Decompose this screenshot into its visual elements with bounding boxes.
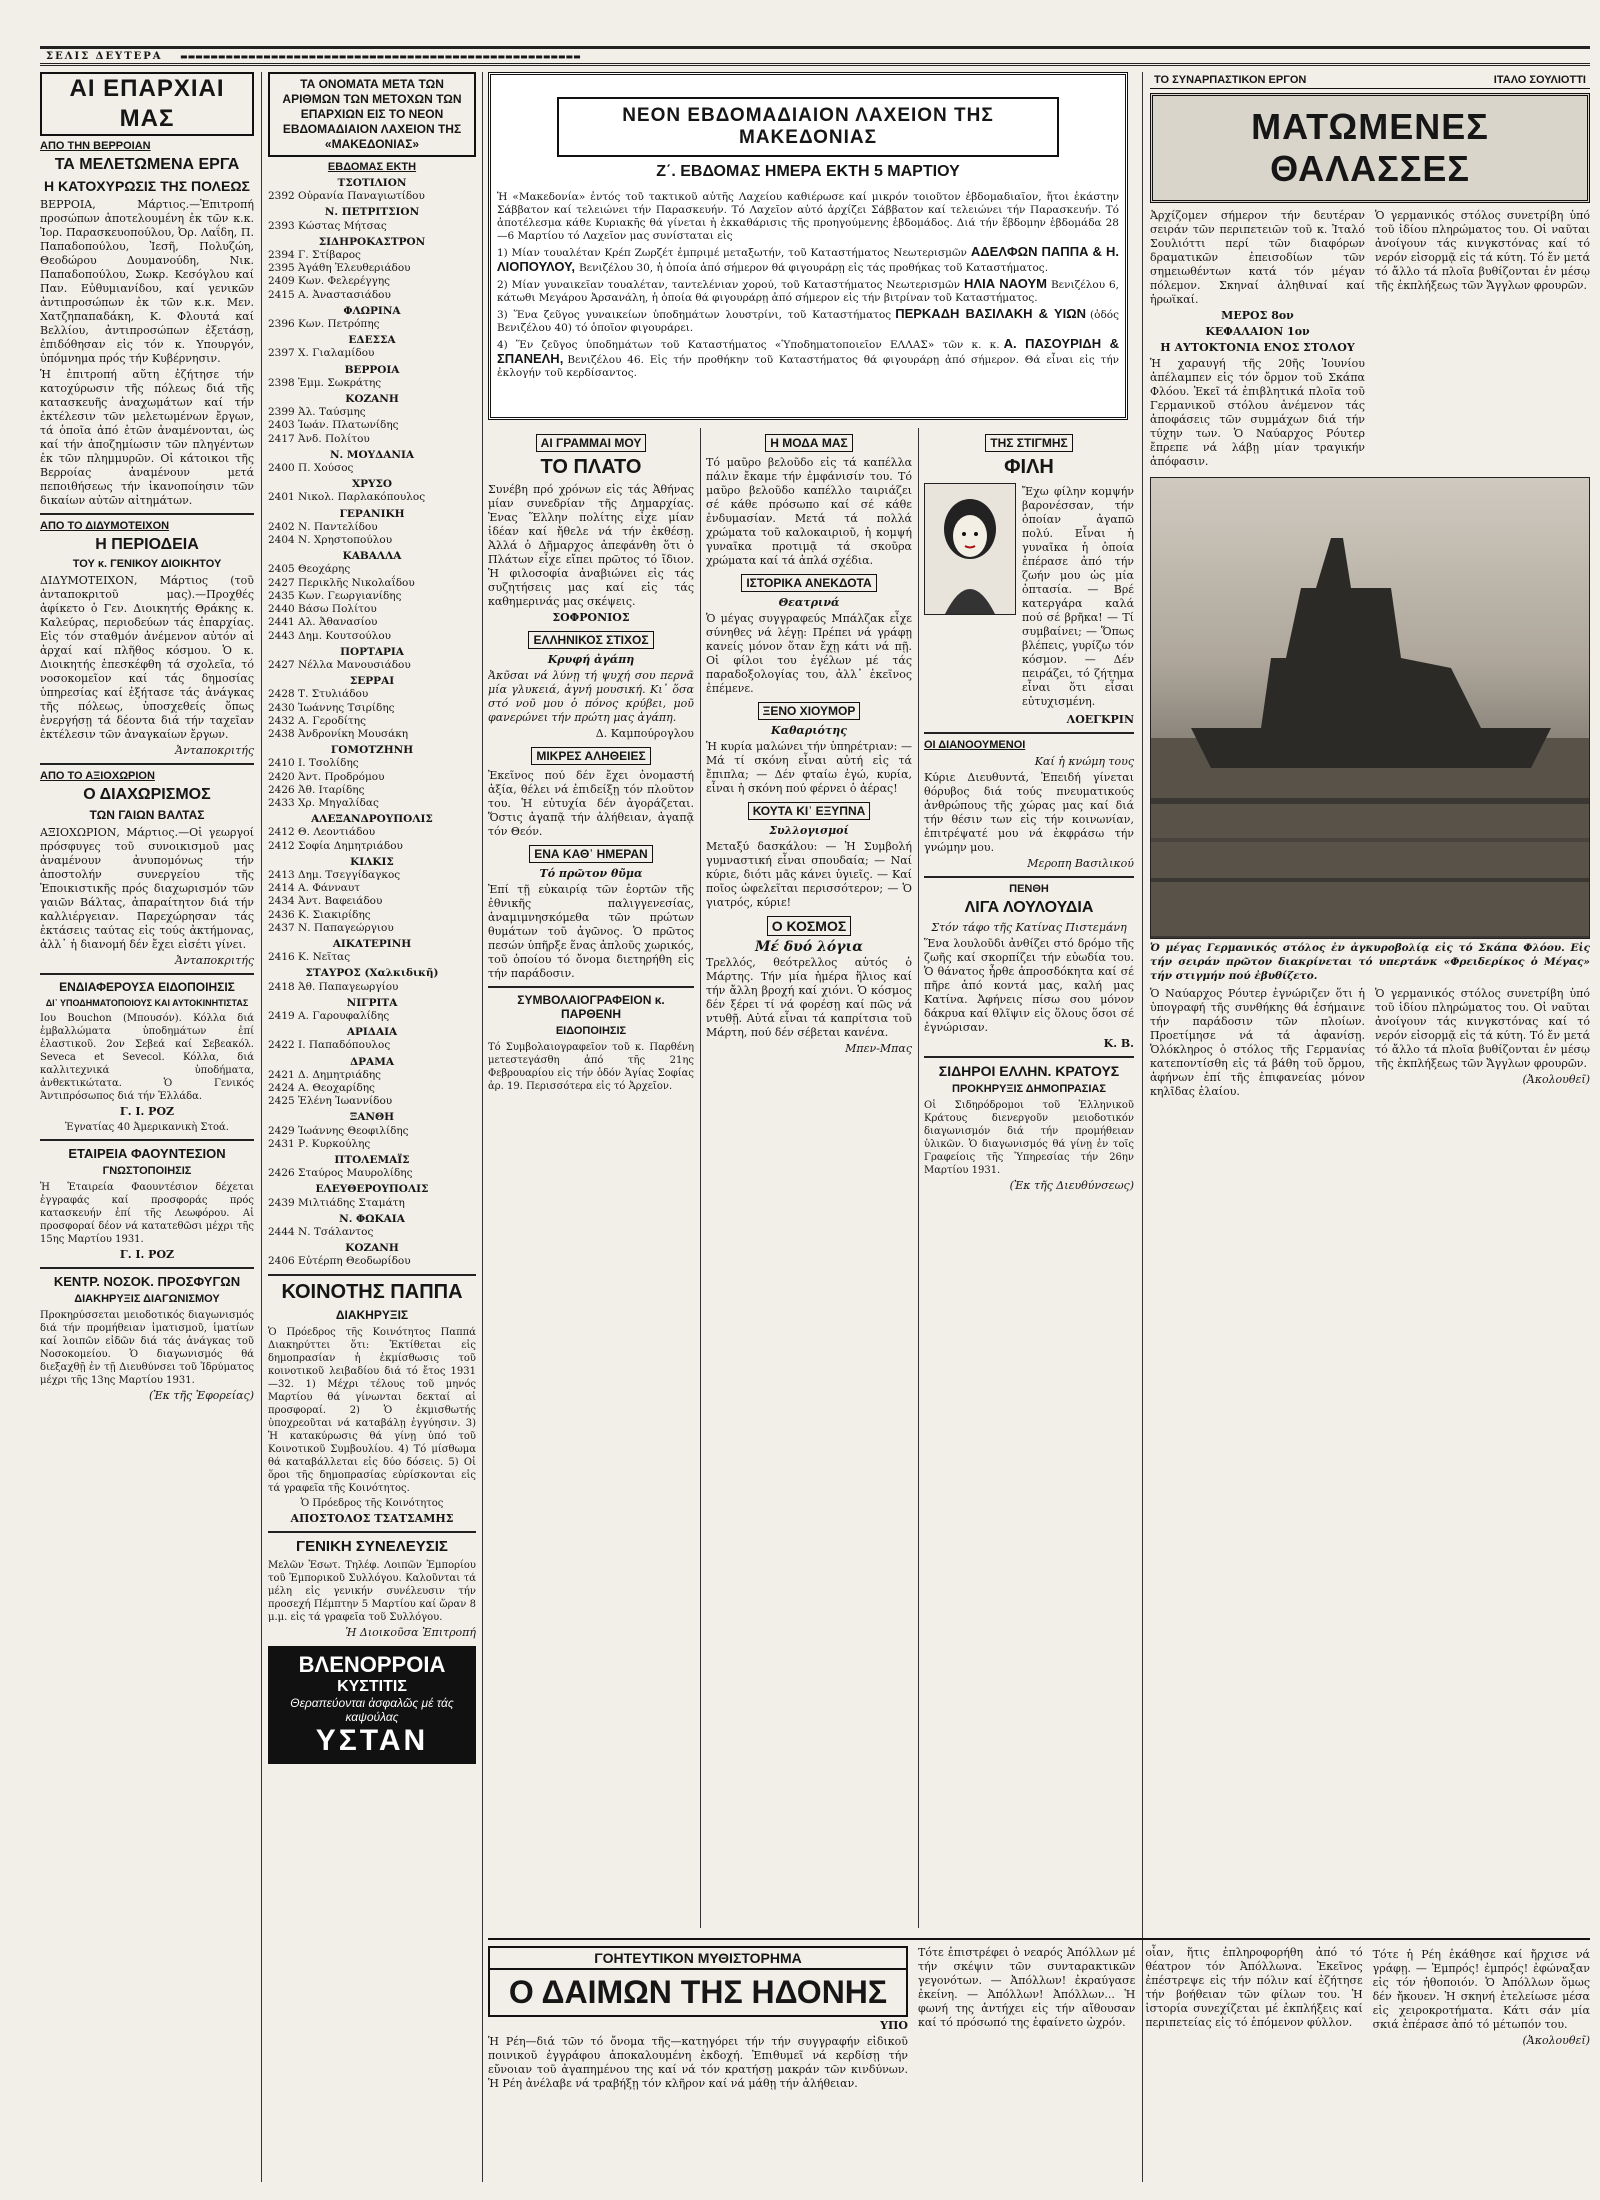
lottery-town-heading: Ν. ΠΕΤΡΙΤΣΙΟΝ <box>324 206 420 219</box>
lottery-ticket-entry: 2438 Ἀνδρονίκη Μουσάκη <box>268 727 409 740</box>
lottery-prize-details: Βενιζέλου 6, κάτωθι Μεγάρου Ἀρσανάλη, ἡ ὁποία θά φιγουράρῃ ἀπό σήμερον εἰς τήν βιτρίναν τοῦ Καταστήματος. <box>497 279 1119 304</box>
serial-chapter: ΚΕΦΑΛΑΙΟΝ 1ον <box>1205 325 1310 338</box>
lottery-subtitle: Ζ΄. ΕΒΔΟΜΑΣ ΗΜΕΡΑ ΕΚΤΗ 5 ΜΑΡΤΙΟΥ <box>656 163 960 180</box>
lottery-ticket-entry: 2440 Βάσω Πολίτου <box>268 603 377 616</box>
lottery-ticket-entry: 2435 Κων. Γεωργιανίδης <box>268 589 402 602</box>
lottery-ticket-entry: 2412 Σοφία Δημητριάδου <box>268 839 403 852</box>
lottery-town-heading: ΔΡΑΜΑ <box>350 1055 394 1068</box>
humour-label: ΞΕΝΟ ΧΙΟΥΜΟΡ <box>758 702 861 720</box>
my-lines-label: ΑΙ ΓΡΑΜΜΑΙ ΜΟΥ <box>536 434 647 452</box>
witty-label: ΚΟΥΤΑ ΚΙ᾽ ΕΞΥΠΝΑ <box>748 802 871 820</box>
lottery-prize <box>497 277 1119 305</box>
lottery-ticket-entry: 2428 Τ. Στυλιάδου <box>268 688 369 701</box>
lottery-town-heading: ΑΛΕΞΑΝΔΡΟΥΠΟΛΙΣ <box>311 813 433 826</box>
lottery-ticket-entry: 2441 Αλ. Ἀθανασίου <box>268 616 378 629</box>
lottery-ticket-entry: 2427 Νέλλα Μανουσιάδου <box>268 658 411 671</box>
lottery-prize-text: 2) Μίαν γυναικεῖαν τουαλέταν, ταντελένιαν χορού, τοῦ Καταστήματος Νεωτερισμῶν <box>497 279 961 291</box>
lottery-ticket-entry: 2395 Ἀγάθη Ἐλευθεριάδου <box>268 262 411 275</box>
notary-sub: ΕΙΔΟΠΟΙΗΣΙΣ <box>555 1025 627 1037</box>
ad-ystan-l3: Θεραπεύονται ἀσφαλῶς μέ τάς καψούλας <box>290 1695 454 1724</box>
my-lines-title: ΤΟ ΠΛΑΤΟ <box>540 456 642 478</box>
lottery-ticket-entry: 2400 Π. Χούσος <box>268 462 354 475</box>
community-sub: ΔΙΑΚΗΡΥΞΙΣ <box>335 1307 409 1322</box>
ad-ystan-l1: ΒΛΕΝΟΡΡΟΙΑ <box>298 1651 446 1677</box>
novel-text-3: οἷαν, ἥτις ἐπληροφορήθη ἀπό τό θέατρον τόν Ἀπόλλωνα. Ἐκεῖνος ἐπέστρεψε εἰς τήν πόλιν καί ἐζήτησε τήν βοήθειαν τῶν φίλων του. Ἡ ἱστορία συνεχίζεται μέ ἐκπλήξεις καί περιπετείας εἰς τό ἑπόμενον φύλλον. <box>1145 1946 1363 2029</box>
lottery-ticket-entry: 2420 Ἀντ. Προδρόμου <box>268 770 385 783</box>
headline-division-sub: ΤΩΝ ΓΑΙΩΝ ΒΑΛΤΑΣ <box>89 808 205 822</box>
humour-title: Καθαριότης <box>771 724 847 737</box>
greek-verse-title: Κρυφή ἀγάπη <box>547 653 635 666</box>
railways-signature: (Ἐκ τῆς Διευθύνσεως) <box>1009 1179 1134 1192</box>
world-signature: Μπεν-Μπας <box>845 1042 912 1055</box>
headline-fortification: Η ΚΑΤΟΧΥΡΩΣΙΣ ΤΗΣ ΠΟΛΕΩΣ <box>44 178 250 194</box>
lottery-prize-shop: Α. ΠΑΣΟΥΡΙΔΗ & ΣΠΑΝΕΛΗ, <box>497 336 1120 366</box>
lottery-title: ΝΕΟΝ ΕΒΔΟΜΑΔΙΑΙΟΝ ΛΑΧΕΙΟΝ ΤΗΣ ΜΑΚΕΔΟΝΙΑΣ <box>557 97 1059 157</box>
anecdotes-label: ΙΣΤΟΡΙΚΑ ΑΝΕΚΔΟΤΑ <box>741 574 876 592</box>
ad-hospital-sub: ΔΙΑΚΗΡΥΞΙΣ ΔΙΑΓΩΝΙΣΜΟΥ <box>74 1293 220 1305</box>
divider <box>268 1531 476 1533</box>
column-rule <box>918 428 919 1928</box>
lottery-prize-list <box>497 245 1119 380</box>
ad-notice-address: Ἐγνατίας 40 Ἀμερικανικὴ Στοά. <box>65 1122 229 1133</box>
lottery-prize-shop: ΑΔΕΛΦΩΝ ΠΑΠΠΑ & Η. ΛΙΟΠΟΥΛΟΥ, <box>497 244 1119 274</box>
ad-company-text: Ἡ Ἑταιρεία Φαουντέσιον δέχεται ἐγγραφάς καί προσφοράς πρός κατασκευήν ἐπί τῆς Λεωφόρου. Αἱ προσφοραί δέον νά κατατεθῶσι μέχρι τῆς 15ης Μαρτίου 1931. <box>40 1182 254 1245</box>
intellectuals-text: Κύριε Διευθυντά, Ἐπειδή γίνεται θόρυβος διά τούς πνευματικούς ἀνθρώπους τῆς χώρας μας καί διά τήν θέσιν των εἰς τήν κοινωνίαν, ἐπιτρέψατέ μου νά ἐκφράσω τήν γνώμην μου. <box>924 771 1134 854</box>
fleet-photo <box>1150 477 1590 939</box>
lottery-ticket-entry: 2427 Περικλῆς Νικολαΐδου <box>268 576 415 589</box>
ad-notice-signature: Γ. Ι. ΡΟΖ <box>119 1105 175 1118</box>
serial-signature: (Ἀκολουθεῖ) <box>1522 1073 1590 1086</box>
lottery-town-heading: ΚΙΛΚΙΣ <box>350 855 394 868</box>
intellectuals-signature: Μεροπη Βασιλικού <box>1027 857 1134 870</box>
fashion-label: Η ΜΟΔΑ ΜΑΣ <box>765 434 853 452</box>
lottery-ticket-entry: 2422 Ι. Παπαδόπουλος <box>268 1039 391 1052</box>
headline-tour: Η ΠΕΡΙΟΔΕΙΑ <box>95 536 199 553</box>
lottery-prize-shop: ΗΛΙΑ ΝΑΟΥΜ <box>964 276 1047 291</box>
newspaper-page <box>40 40 1600 2190</box>
lottery-prize <box>497 245 1119 275</box>
lottery-town-heading: ΓΕΡΑΝΙΚΗ <box>339 507 405 520</box>
railways-title: ΣΙΔΗΡΟΙ ΕΛΛΗΝ. ΚΡΑΤΟΥΣ <box>938 1063 1120 1079</box>
lottery-ticket-entry: 2398 Ἐμμ. Σωκράτης <box>268 376 382 389</box>
lottery-prize-details: Βενιζέλου 46. Εἰς τήν προθήκην τοῦ Καταστήματος θά φιγουράρῃ ἀπό σήμερον. Θά εἶναι εἰς τήν ἐκλογήν τοῦ κερδίσαντος. <box>497 354 1119 379</box>
divider <box>488 986 694 988</box>
daily-label: ΕΝΑ ΚΑΘ᾽ ΗΜΕΡΑΝ <box>529 845 652 863</box>
lottery-ticket-entry: 2397 Χ. Γιαλαμίδου <box>268 347 375 360</box>
ad-notice-title: ΕΝΔΙΑΦΕΡΟΥΣΑ ΕΙΔΟΠΟΙΗΣΙΣ <box>59 980 235 994</box>
lottery-town-heading: ΕΔΕΣΣΑ <box>348 334 396 347</box>
serial-title: ΜΑΤΩΜΕΝΕΣ ΘΑΛΑΣΣΕΣ <box>1150 93 1590 203</box>
novel-signature: (Ἀκολουθεῖ) <box>1522 2034 1590 2047</box>
lottery-prize-text: 1) Μίαν τουαλέταν Κρέπ Ζωρζέτ ἐμπριμέ μεταξωτήν, τοῦ Καταστήματος Νεωτερισμῶν <box>497 247 967 259</box>
moment-text: Ἔχω φίλην κομψήν βαρονέσσαν, τήν ὁποίαν ἀγαπῶ πολύ. Εἶναι ἡ γυναῖκα ἡ ὁποία ἐπέρασε ἀπό τήν ζωήν μου ὡς μία ὀπτασία. — Βρέ κατεργάρα καλά πού σέ βρῆκα! — Τί συμβαίνει; — Ὅπως βλέπεις, γυρίζω τόν κόσμον. — Δέν πειράζει, τό ζήτημα εἶναι ὅτι εἶσαι εὐτυχισμένη. <box>1022 485 1134 708</box>
divider <box>40 513 254 515</box>
anecdotes-text: Ὁ μέγας συγγραφεύς Μπάλζακ εἶχε σύνηθες νά λέγῃ: Πρέπει νά γράφῃ κανείς μόνον ὅταν ἔχῃ κάτι νά πῇ. Οἱ φίλοι του ἐγέλων μέ τάς παραδοξολογίας του, ἀλλ᾽ ἐκεῖνος ἐπέμενε. <box>706 612 912 695</box>
signature: Ἀνταποκριτής <box>175 744 254 757</box>
lottery-ticket-entry: 2410 Ι. Τσολίδης <box>268 757 359 770</box>
lottery-town-heading: ΠΤΟΛΕΜΑΪΣ <box>334 1154 410 1167</box>
greek-verse-label: ΕΛΛΗΝΙΚΟΣ ΣΤΙΧΟΣ <box>528 631 653 649</box>
mourning-label: ΠΕΝΘΗ <box>1009 883 1049 895</box>
ad-company-title: ΕΤΑΙΡΕΙΑ ΦΑΟΥΝΤΕΣΙΟΝ <box>68 1146 226 1161</box>
serial-text-1: Ἡ χαραυγή τῆς 20ῆς Ἰουνίου ἀπέλαμπεν εἰς τόν ὄρμον τοῦ Σκάπα Φλόου. Ἐκεῖ τά ἐπιβλητικά πλοῖα τοῦ Γερμανικοῦ στόλου ἀνέμενον τάς ἀποφάσεις τῶν συμμάχων διά τήν τύχην των. Ὁ Ναύαρχος Ρόυτερ ἔπρεπε νά λάβῃ μίαν τραγικήν ἀπόφασιν. <box>1150 357 1365 468</box>
lottery-week: ΕΒΔΟΜΑΣ ΕΚΤΗ <box>327 161 417 173</box>
greek-verse-text: Ἀκῦσαι νά λύνῃ τή ψυχή σου περνᾶ μία γλυκειά, ἁγνή μουσική. Κι᾽ ὅσα στό νοῦ μου ὁ πόνος κρύβει, μοῦ φανερώνει τήν πρώτη μας ἀγάπη. <box>488 669 694 724</box>
masthead-bar <box>40 46 1590 66</box>
lottery-prize-text: 3) Ἕνα ζεῦγος γυναικείων ὑποδημάτων λουστρίνι, τοῦ Καταστήματος <box>497 309 892 321</box>
mourning-signature: Κ. Β. <box>1103 1037 1134 1050</box>
dateline-axiochori: ΑΠΟ ΤΟ ΑΞΙΟΧΩΡΙΟΝ <box>40 770 155 782</box>
article-verroia-p2: Ἡ ἐπιτροπή αὕτη ἐζήτησε τήν κατοχύρωσιν τῆς πόλεως διά τῆς κατασκευῆς ἀναχωμάτων καί τήν ἐκτέλεσιν τῶν μελετωμένων ἔργων, τά ὁποῖα ἀπό ἐτῶν ἀναμένονται, ὡς καί τήν ἀποζημίωσιν τῶν πληγέντων ἐκ τῶν πλημμυρῶν. Οἱ κάτοικοι τῆς Βερροίας ἀναμένουν μετά πεποιθήσεως τήν ἱκανοποίησιν τῶν δικαίων αὐτῶν αἰτημάτων. <box>40 368 254 507</box>
novel-text-1: Ἡ Ρέη—διά τῶν τό ὄνομα τῆς—κατηγόρει τήν τήν συγγραφήν εἰδικοῦ ποινικοῦ ἐγγράφου ἀποκαλουμένη ἐκδοχή. Ἐπιθυμεῖ νά κερδίσῃ τήν εὔνοιαν τοῦ ἀγαπημένου της καί νά τόν κρατήσῃ μακράν τῶν κινδύνων. Ἡ Ρέη ἀνέλαβε νά τραβήξῃ τόν κλῆρον καί νά μάθῃ τήν ἀλήθειαν. <box>488 2035 908 2090</box>
lottery-prize <box>497 337 1119 380</box>
lottery-ticket-entry: 2433 Χρ. Μηγαλίδας <box>268 796 379 809</box>
lottery-ticket-entry: 2421 Δ. Δημητριάδης <box>268 1068 381 1081</box>
woman-portrait-icon <box>925 484 1015 614</box>
lottery-ticket-entry: 2394 Γ. Στίβαρος <box>268 249 361 262</box>
lottery-names-title: ΤΑ ΟΝΟΜΑΤΑ ΜΕΤΑ ΤΩΝ ΑΡΙΘΜΩΝ ΤΩΝ ΜΕΤΟΧΩΝ ΤΩΝ ΕΠΑΡΧΙΩΝ ΕΙΣ ΤΟ ΝΕΟΝ ΕΒΔΟΜΑΔΙΑΙΟΝ ΛΑΧΕΙΟΝ ΤΗΣ «ΜΑΚΕΔΟΝΙΑΣ» <box>268 72 476 157</box>
moment-title: ΦΙΛΗ <box>1004 456 1054 478</box>
warship-photo-icon <box>1151 478 1589 936</box>
lottery-town-heading: ΦΛΩΡΙΝΑ <box>343 304 401 317</box>
headline-division: Ο ΔΙΑΧΩΡΙΣΜΟΣ <box>83 786 211 803</box>
novel-by: ΥΠΟ <box>880 2019 908 2032</box>
serial-chapter-title: Η ΑΥΤΟΚΤΟΝΙΑ ΕΝΟΣ ΣΤΟΛΟΥ <box>1160 341 1355 354</box>
page-label: ΣΕΛΙΣ ΔΕΥΤΕΡΑ <box>40 51 169 62</box>
witty-text: Μεταξύ δασκάλου: — Ἡ Συμβολή γυμναστική εἶναι σπουδαία; — Ναί κύριε, διότι μᾶς κάνει ὑγιεῖς. — Καί ποῖος ὠφελεῖται περισσότερον; — Ὁ γιατρός, κύριε! <box>706 840 912 909</box>
daily-text: Ἐπί τῇ εὐκαιρίᾳ τῶν ἑορτῶν τῆς ἐθνικῆς παλιγγενεσίας, ἀναμιμνησκόμεθα τῶν πρώτων θυμάτων τοῦ ἀγῶνος. Ὁ πρῶτος πεσών ὑπῆρξε ἕνας ἀπλοῦς χωρικός, τοῦ ὁποίου τό ὄνομα διετηρήθη εἰς τήν παράδοσιν. <box>488 883 694 980</box>
lottery-ticket-entry: 2419 Α. Γαρουφαλίδης <box>268 1009 390 1022</box>
humour-text: Ἡ κυρία μαλώνει τήν ὑπηρέτριαν: — Μά τί σκόνη εἶναι αὐτή εἰς τά ἔπιπλα; — Δέν φταίω ἐγώ, κυρία, εἶναι ἡ σκόνη πού φέρνει ὁ ἀέρας! <box>706 740 912 795</box>
community-signature-b: ΑΠΟΣΤΟΛΟΣ ΤΣΑΤΣΑΜΗΣ <box>290 1511 454 1525</box>
lottery-prize-text: 4) Ἕν ζεῦγος ὑποδημάτων τοῦ Καταστήματος «Ὑποδηματοποιεῖον ΕΛΛΑΣ» τῶν κ. κ. <box>497 339 1000 351</box>
lottery-town-heading: ΠΟΡΤΑΡΙΑ <box>340 645 404 658</box>
lottery-town-heading: ΕΛΕΥΘΕΡΟΥΠΟΛΙΣ <box>315 1183 429 1196</box>
mourning-text: Ἕνα λουλοῦδι ἀνθίζει στό δρόμο τῆς ζωῆς καί σκορπίζει τήν εὐωδία του. Ὁ θάνατος ἦρθε ἀπροσδόκητα καί σέ πῆρε ἀπό κοντά μας, καλή μας Κατίνα. Ἀφήνεις πίσω σου μόνον δάκρυα καί θλῖψιν εἰς ὅλους ὅσοι σέ ἐγνώρισαν. <box>924 937 1134 1034</box>
lottery-ticket-entry: 2403 Ἰωάν. Πλατωνίδης <box>268 419 399 432</box>
lottery-banner <box>488 72 1128 420</box>
greek-verse-signature: Δ. Καμπούρογλου <box>595 727 694 740</box>
ad-ystan <box>268 1646 476 1764</box>
ad-company-sub: ΓΝΩΣΤΟΠΟΙΗΣΙΣ <box>102 1165 192 1177</box>
serial-text-3: Ὁ Ναύαρχος Ρόυτερ ἐγνώριζεν ὅτι ἡ ὑπογραφή τῆς συνθήκης θά ἐσήμαινε τήν παράδοσιν τῶν πλοίων. Προετίμησε νά τά ἀφανίσῃ. Ὁλόκληρος ὁ στόλος τῆς Γερμανίας κατεποντίσθη εἰς τά βάθη τοῦ ὄρμου, ἀφήνων ἐπί τῆς ἐπιφανείας μόνον κηλῖδας ἐλαίου. <box>1150 987 1365 1098</box>
railways-text: Οἱ Σιδηρόδρομοι τοῦ Ἑλληνικοῦ Κράτους διενεργοῦν μειοδοτικόν διαγωνισμόν διά τήν προμήθειαν ὑλικῶν. Ὁ διαγωνισμός θά γίνῃ ἐν τοῖς Γραφείοις τῆς Ὑπηρεσίας τήν 26ην Μαρτίου 1931. <box>924 1100 1134 1176</box>
novel-title: Ο ΔΑΙΜΩΝ ΤΗΣ ΗΔΟΝΗΣ <box>488 1970 908 2017</box>
mourning-sub: Στόν τάφο τῆς Κατίνας Πιστεμάνη <box>931 921 1127 934</box>
lottery-ticket-entry: 2412 Θ. Λεοντιάδου <box>268 826 376 839</box>
lottery-town-heading: Ν. ΦΩΚΑΙΑ <box>339 1212 405 1225</box>
lottery-ticket-entry: 2416 Κ. Νεῖτας <box>268 951 351 964</box>
lottery-ticket-entry: 2415 Α. Ἀναστασιάδου <box>268 288 391 301</box>
lottery-intro: Ἡ «Μακεδονία» ἐντός τοῦ τακτικοῦ αὐτῆς Λαχείου καθιέρωσε καί μικρόν τοιοῦτον ἑβδομαδιαῖον, ἤτοι ἑκάστην Σάββατον καί τελειώνει τήν Παρασκευήν. Τό Λαχεῖον αὐτό ἀρχίζει Σάββατον καί τελειώνει τήν Παρασκευήν. Τό ἀποτέλεσμα κάθε Κυριακῆς θά γίνεται ἡ ἐκκαθάρισις τῆς προηγούμενης ἑβδομάδος. Διά τήν ἕβδομην ἑβδομάδα 28—6 Μαρτίου τό Λαχεῖον μας συνίσταται εἰς <box>497 191 1119 242</box>
ad-ystan-l4: ΥΣΤΑΝ <box>315 1723 429 1757</box>
lottery-ticket-entry: 2392 Οὐρανία Παναγιωτίδου <box>268 190 425 203</box>
divider <box>40 1139 254 1141</box>
dateline-verroia: ΑΠΟ ΤΗΝ ΒΕΡΡΟΙΑΝ <box>40 140 151 152</box>
assembly-text: Μελῶν Ἐσωτ. Τηλέφ. Λοιπῶν Ἐμπορίου τοῦ Ἐμπορικοῦ Συλλόγου. Καλοῦνται τά μέλη εἰς γενικήν συνέλευσιν τήν προσεχή Πέμπτην 5 Μαρτίου καί ὥραν 8 μ.μ. εἰς τά γραφεῖα τοῦ Συλλόγου. <box>268 1559 476 1623</box>
lottery-town-heading: ΞΑΝΘΗ <box>349 1111 395 1124</box>
lottery-ticket-entry: 2393 Κώστας Μήτσας <box>268 219 387 232</box>
lottery-ticket-entry: 2401 Νικολ. Παρλακόπουλος <box>268 491 426 504</box>
divider <box>40 763 254 765</box>
lottery-town-heading: ΣΙΔΗΡΟΚΑΣΤΡΟΝ <box>318 235 426 248</box>
fashion-text: Τό μαῦρο βελοῦδο εἰς τά καπέλλα πάλιν ἔκαμε τήν ἐμφάνισίν του. Τό μαῦρο βελοῦδο καπέλλο ταιριάζει σέ κάθε πρόσωπο καί σέ κάθε ἐνδυμασίαν. Μετά τά πολλά χρώματα τοῦ καλοκαιριοῦ, ἡ κομψή γυναῖκα προτιμᾷ τά σκοῦρα χρώματα καί τά ἁπλά σχέδια. <box>706 456 912 567</box>
my-lines-signature: ΣΟΦΡΟΝΙΟΣ <box>552 611 630 624</box>
notary-text: Τό Συμβολαιογραφεῖον τοῦ κ. Παρθένη μετεστεγάσθη ἀπό τῆς 21ης Φεβρουαρίου εἰς τήν ὁδόν Ἁγίας Σοφίας ἀρ. 19. Περισσότερα εἰς τό Ἀρχεῖον. <box>488 1042 694 1092</box>
moment-signature: ΛΟΕΓΚΡΙΝ <box>1066 713 1134 726</box>
serial-part: ΜΕΡΟΣ 8ον <box>1221 309 1294 322</box>
lottery-ticket-entry: 2413 Δημ. Τσεγγίδαγκος <box>268 868 401 881</box>
lottery-town-heading: ΧΡΥΣΟ <box>351 478 393 491</box>
serial-text-2b: Ὁ γερμανικός στόλος συνετρίβη ὑπό τοῦ ἰδίου πληρώματος του. Οἱ ναῦται ἀνοίγουν τάς κινγκστόνας καί τό νερόν εἰσορμᾷ εἰς τά κύτη. Τό ἔν μετά τό ἄλλο τά πλοῖα βυθίζονται ἐν μέσῳ τῆς ἐκπλήξεως τῶν Ἄγγλων φρουρῶν. <box>1375 987 1590 1070</box>
lottery-town-heading: ΒΕΡΡΟΙΑ <box>344 363 400 376</box>
ad-hospital-title: ΚΕΝΤΡ. ΝΟΣΟΚ. ΠΡΟΣΦΥΓΩΝ <box>53 1274 241 1289</box>
ad-hospital-text: Προκηρύσσεται μειοδοτικός διαγωνισμός διά τήν προμήθειαν ἰματισμοῦ, ἱματίων καί λοιπῶν εἰδῶν διά τάς ἀνάγκας τοῦ Νοσοκομείου. Ὁ διαγωνισμός θά διεξαχθῇ ἐν τῇ Διευθύνσει τοῦ Ἱδρύματος μέχρι τῆς 13ης Μαρτίου 1931. <box>40 1310 254 1386</box>
lottery-town-heading: ΚΟΖΑΝΗ <box>345 393 399 406</box>
anecdotes-title: Θεατρινά <box>778 596 840 609</box>
lottery-ticket-entry: 2417 Ἀνδ. Πολίτου <box>268 432 370 445</box>
intellectuals-sub: Καί ἡ κνώμη τους <box>1034 755 1134 768</box>
notary-title: ΣΥΜΒΟΛΑΙΟΓΡΑΦΕΙΟΝ κ. ΠΑΡΘΕΝΗ <box>517 993 665 1021</box>
serial-intro: Ἀρχίζομεν σήμερον τήν δευτέραν σειράν τῶν περιπετειῶν τοῦ κ. Ἰταλό Σουλιόττι περί τῶν διαφόρων δραματικῶν ἐπεισοδίων τῶν σημειωθέντων κατά τόν μέγαν πόλεμον. Σκηναί ἀληθιναί καί ἡρωϊκαί. <box>1150 209 1365 306</box>
mourning-title: ΛΙΓΑ ΛΟΥΛΟΥΔΙΑ <box>964 899 1094 916</box>
divider <box>924 732 1134 734</box>
lottery-ticket-entry: 2399 Ἀλ. Ταύσμης <box>268 406 366 419</box>
lottery-ticket-entry: 2434 Ἀντ. Βαφειάδου <box>268 895 383 908</box>
lottery-ticket-entry: 2424 Α. Θεοχαρίδης <box>268 1082 375 1094</box>
lottery-prize <box>497 307 1119 335</box>
divider <box>924 876 1134 878</box>
article-verroia-p1: ΒΕΡΡΟΙΑ, Μάρτιος.—Ἐπιτροπή προσώπων ἀποτελουμένη ἐκ τῶν κ.κ. Ἰορ. Παρασκευοπούλου, Ὀρ. Λαΐδη, Π. Παπαδοπούλου, Ἰεσῆ, Πολυζώη, Θεοδώρου Δουμανούδη, Νικ. Παπαδοπούλου, Σωκρ. Κεσόγλου καί Παν. Εὐθυμιανίδου, καί γενικῶν ἀντιπροσώπων ἐκ τῶν κ.κ. Μεν. Χατζηπαπαδάκη, Κ. Φλουτά καί Βελλίου, ἀντιπροσώπων ἐξετάσῃ, ἐπιδόθησαν εἰς τόν κ. Υπουργόν, ὑπόμνημα πρός τήν Κυβέρνησιν. <box>40 198 254 365</box>
headline-tour-sub: ΤΟΥ κ. ΓΕΝΙΚΟΥ ΔΙΟΙΚΗΤΟΥ <box>72 558 222 570</box>
dateline-didymoteicho: ΑΠΟ ΤΟ ΔΙΔΥΜΟΤΕΙΧΟΝ <box>40 520 170 532</box>
serial-series-label: ΤΟ ΣΥΝΑΡΠΑΣΤΙΚΟΝ ΕΡΓΟΝ <box>1154 74 1307 86</box>
ad-hospital-signature: (Ἐκ τῆς Ἐφορείας) <box>149 1389 254 1402</box>
article-axiochori: ΑΞΙΟΧΩΡΙΟΝ, Μάρτιος.—Οἱ γεωργοί πρόσφυγες τοῦ συνοικισμοῦ μας ἀναμένουν ἀνυπομόνως τήν ἀποστολήν συνεργείου τῆς Ἐποικιστικῆς πρός διαχωρισμόν τῶν γαιῶν Βάλτας, ἀπαραίτητον διά τήν καλλιέργειαν. Παρεχώρησαν τάς ἐκτάσεις ταύτας εἰς τούς ἀκτήμονας, ἀλλ᾽ ἡ διανομή δέν ἔχει εἰσέτι γίνει. <box>40 826 254 951</box>
world-label: Ο ΚΟΣΜΟΣ <box>767 916 852 936</box>
witty-title: Συλλογισμοί <box>769 824 849 837</box>
column-serial <box>1150 72 1590 1932</box>
masthead-rule: ▬▬▬▬▬▬▬▬▬▬▬▬▬▬▬▬▬▬▬▬▬▬▬▬▬▬▬▬▬▬▬▬▬▬▬▬▬▬▬▬▬▬▬▬▬▬▬▬▬▬▬▬▬ <box>174 51 587 61</box>
novel-text-2: Τότε ἐπιστρέφει ὁ νεαρός Ἀπόλλων μέ τήν σκέψιν τῶν συνταρακτικῶν γεγονότων. — Ἀπόλλων! ἐκραύγασε ἐκείνη. — Ἀπόλλων! Ἀπόλλων... Ἡ φωνή της ἀντήχει εἰς τήν αἴθουσαν καί τό πρόσωπό της ἐφαίνετο ὠχρόν. <box>918 1946 1136 2029</box>
ad-notice-sub: ΔΙ᾽ ΥΠΟΔΗΜΑΤΟΠΟΙΟΥΣ ΚΑΙ ΑΥΤΟΚΙΝΗΤΙΣΤΑΣ <box>45 998 249 1008</box>
lottery-town-heading: ΣΤΑΥΡΟΣ (Χαλκιδικῆ) <box>305 967 439 980</box>
column-rule <box>261 72 262 2182</box>
lottery-town-heading: ΑΡΙΔΑΙΑ <box>346 1026 398 1039</box>
daily-title: Τό πρῶτον θῦμα <box>539 867 643 880</box>
column-lottery-names <box>268 72 476 2182</box>
column-rule <box>700 428 701 1928</box>
lottery-ticket-entry: 2444 Ν. Τσάλαντος <box>268 1226 374 1239</box>
serial-author: ΙΤΑΛΟ ΣΟΥΛΙΟΤΤΙ <box>1493 74 1586 86</box>
column-provinces <box>40 72 254 2182</box>
world-text: Τρελλός, θεότρελλος αὐτός ὁ Μάρτης. Τήν μία ἡμέρα ἥλιος καί τήν ἄλλη βροχή καί χιόνι. Ὁ κόσμος δέν ξέρει τί νά φορέσῃ καί πῶς νά ντυθῇ. Αὐτά εἶναι τά καπρίτσια τοῦ Μάρτη, πού δέν σέβεται κανένα. <box>706 956 912 1039</box>
lottery-prize-shop: ΠΕΡΚΑΔΗ ΒΑΣΙΛΑΚΗ & ΥΙΩΝ <box>895 306 1087 321</box>
article-didymoteicho: ΔΙΔΥΜΟΤΕΙΧΟΝ, Μάρτιος (τοῦ ἀνταποκριτοῦ μας).—Προχθές ἀφίκετο ὁ Γεν. Διοικητής Θράκης κ. Καλεύρας, περιοδεύων τάς ἐπαρχίας. Εἰς τόν σταθμόν ἀνέμενον αὐτόν αἱ ἀρχαί καί πλῆθος κόσμου. Ὁ κ. Διοικητής ἐπεσκέφθη τά σχολεῖα, τό νοσοκομεῖον καί τάς δημοσίας ὑπηρεσίας καί ἐξήτασε τάς ἀνάγκας τῆς πόλεως, ὑποσχεθείς ὅπως ἐνεργήσῃ τά δέοντα διά τήν ταχεῖαν ἐκτέλεσιν τῶν ἀναγκαίων ἔργων. <box>40 574 254 741</box>
lottery-ticket-entry: 2437 Ν. Παπαγεώργιου <box>268 921 394 934</box>
world-title: Μέ δυό λόγια <box>754 939 864 955</box>
lottery-town-heading: ΓΟΜΟΤΖΗΝΗ <box>330 744 414 757</box>
lottery-ticket-entry: 2431 Ρ. Κυρκούλης <box>268 1137 371 1150</box>
divider <box>924 1056 1134 1058</box>
ad-notice-text: Ιου Bouchon (Μπουσόν). Κόλλα διά ἐμβαλλώματα ὑποδημάτων ἐπί ἐλαστικοῦ. 2ον Σεβεά καί Σεβεακόλ. Seveca et Sevecol. Κόλλα, διά καλλιτεχνικά ὑποδήματα, ἀνθεκτικώτατα. Ὁ Γενικός Ἀντιπρόσωπος διά τήν Ἑλλάδα. <box>40 1013 254 1102</box>
lottery-ticket-entry: 2426 Σταύρος Μαυρολίδης <box>268 1167 413 1180</box>
lottery-names-list <box>268 177 476 1269</box>
lottery-ticket-entry: 2425 Ἐλένη Ἰωαννίδου <box>268 1095 393 1108</box>
novel-section <box>488 1938 1590 2184</box>
serial-text-2: Ὁ γερμανικός στόλος συνετρίβη ὑπό τοῦ ἰδίου πληρώματος του. Οἱ ναῦται ἀνοίγουν τάς κινγκστόνας καί τό νερόν εἰσορμᾷ εἰς τά κύτη. Τό ἔν μετά τό ἄλλο τά πλοῖα βυθίζονται ἐν μέσῳ τῆς ἐκπλήξεως τῶν Ἄγγλων φρουρῶν. <box>1375 209 1590 292</box>
column-rule <box>1142 72 1143 2182</box>
novel-label: ΓΟΗΤΕΥΤΙΚΟΝ ΜΥΘΙΣΤΟΡΗΜΑ <box>488 1946 908 1970</box>
lottery-prize-details: (ὁδός Βενιζέλου 40) τό ὁποῖον φιγουράρει. <box>497 309 1119 334</box>
lottery-ticket-entry: 2414 Α. Φάνναυτ <box>268 882 361 895</box>
lottery-ticket-entry: 2404 Ν. Χρηστοπούλου <box>268 534 393 547</box>
lottery-town-heading: ΚΑΒΑΛΛΑ <box>342 550 402 563</box>
provinces-title: ΑΙ ΕΠΑΡΧΙΑΙ ΜΑΣ <box>40 72 254 136</box>
assembly-signature: Ἡ Διοικοῦσα Ἐπιτροπή <box>345 1625 476 1639</box>
moment-label: ΤΗΣ ΣΤΙΓΜΗΣ <box>985 434 1072 452</box>
lottery-town-heading: Ν. ΜΟΥΔΑΝΙΑ <box>329 448 415 461</box>
railways-sub: ΠΡΟΚΗΡΥΞΙΣ ΔΗΜΟΠΡΑΣΙΑΣ <box>952 1083 1106 1095</box>
lottery-ticket-entry: 2409 Κων. Φελερέγγης <box>268 275 391 288</box>
ad-company-signature: Γ. Ι. ΡΟΖ <box>119 1248 175 1261</box>
community-signature-a: Ὁ Πρόεδρος τῆς Κοινότητος <box>300 1497 444 1509</box>
column-fashion <box>706 428 912 1928</box>
lottery-town-heading: ΝΙΓΡΙΤΑ <box>346 996 398 1009</box>
lottery-ticket-entry: 2402 Ν. Παντελίδου <box>268 520 378 533</box>
my-lines-text: Συνέβη πρό χρόνων εἰς τάς Ἀθήνας μίαν συνεδρίαν τῆς Δημαρχίας. Ἐνας Ἕλλην πολίτης εἶχε μίαν ἰδέαν καί ἤθελε νά τήν ἐκθέσῃ. Ἀλλά ὁ Δῆμαρχος ἀπεφάνθη ὅτι ὁ Πλάτων εἶχε εἴπει πρῶτος τό ἴδιον. Ἡ φιλοσοφία ἀναβιώνει εἰς τάς συζητήσεις μας καί εἰς τάς καθημερινάς μας σκέψεις. <box>488 483 694 608</box>
assembly-title: ΓΕΝΙΚΗ ΣΥΝΕΛΕΥΣΙΣ <box>296 1537 448 1555</box>
community-title: ΚΟΙΝΟΤΗΣ ΠΑΠΠΑ <box>281 1280 463 1303</box>
lottery-ticket-entry: 2418 Ἀθ. Παπαγεωργίου <box>268 980 399 993</box>
column-my-lines <box>488 428 694 1928</box>
lottery-ticket-entry: 2426 Ἀθ. Ιταρίδης <box>268 783 365 796</box>
lottery-ticket-entry: 2436 Κ. Σιακιρίδης <box>268 908 371 921</box>
lottery-town-heading: ΚΟΖΑΝΗ <box>345 1242 399 1255</box>
lottery-town-heading: ΣΕΡΡΑΙ <box>349 675 395 688</box>
lottery-ticket-entry: 2405 Θεοχάρης <box>268 563 351 576</box>
ad-ystan-l2: ΚΥΣΤΙΤΙΣ <box>337 1677 407 1695</box>
headline-works: ΤΑ ΜΕΛΕΤΩΜΕΝΑ ΕΡΓΑ <box>54 156 240 173</box>
lottery-prize-details: Βενιζέλου 30, ἡ ὁποία ἀπό σήμερον θά φιγουράρῃ εἰς τάς προθήκας τοῦ Καταστήματος. <box>578 262 1049 274</box>
lottery-ticket-entry: 2443 Δημ. Κουτσούλου <box>268 629 392 642</box>
divider <box>40 1267 254 1269</box>
lottery-town-heading: ΤΣΟΤΙΛΙΟΝ <box>337 177 407 189</box>
signature: Ἀνταποκριτής <box>175 954 254 967</box>
lottery-ticket-entry: 2430 Ἰωάννης Τσιρίδης <box>268 701 395 714</box>
lottery-ticket-entry: 2432 Α. Γεροδίτης <box>268 714 366 727</box>
divider <box>40 973 254 975</box>
lottery-town-heading: ΑΙΚΑΤΕΡΙΝΗ <box>332 937 412 950</box>
divider <box>268 1274 476 1276</box>
lottery-ticket-entry: 2429 Ἰωάννης Θεοφιλίδης <box>268 1124 409 1137</box>
column-rule <box>482 72 483 2182</box>
lottery-ticket-entry: 2439 Μιλτιάδης Σταμάτη <box>268 1196 405 1209</box>
intellectuals-label: ΟΙ ΔΙΑΝΟΟΥΜΕΝΟΙ <box>924 739 1026 751</box>
portrait-illustration <box>924 483 1016 615</box>
small-truths-text: Ἐκεῖνος πού δέν ἔχει ὀνομαστή ἀξία, θέλει νά ἐπιδείξῃ τόν πλοῦτον του. Ἡ εὐτυχία δέν ἀγοράζεται. Ὅστις ἀγαπᾷ τήν ἀλήθειαν, ἀγαπᾷ τόν Θεόν. <box>488 769 694 838</box>
community-text: Ὁ Πρόεδρος τῆς Κοινότητος Παππά Διακηρύττει ὅτι: Ἐκτίθεται εἰς δημοπρασίαν ἡ ἐκμίσθωσις τοῦ κοινοτικοῦ λειβαδίου διά τό ἔτος 1931—32. 1) Μέχρι τέλους τοῦ μηνός Μαρτίου θά γίνωνται δεκταί αἱ προσφοραί. 2) Ὁ ἐκμισθωτής ὑποχρεοῦται νά καταβάλῃ ἐγγύησιν. 3) Ἡ κατακύρωσις θά γίνῃ ὑπό τοῦ Κοινοτικοῦ Συμβουλίου. 4) Τό μίσθωμα θά καταβάλλεται εἰς δύο δόσεις. 5) Οἱ ὅροι τῆς δημοπρασίας εὑρίσκονται εἰς τά γραφεῖα τῆς Κοινότητος. <box>268 1326 476 1494</box>
small-truths-label: ΜΙΚΡΕΣ ΑΛΗΘΕΙΕΣ <box>531 747 650 765</box>
column-moment <box>924 428 1134 1928</box>
fleet-photo-caption: Ὁ μέγας Γερμανικός στόλος ἐν ἀγκυροβολίᾳ εἰς τό Σκάπα Φλόου. Εἰς τήν σειράν πρῶτον διακρίνεται τό υπερτάνκ «Φρειδερίκος ὁ Μέγας» τήν στιγμήν πού ἐβυθίζετο. <box>1150 942 1590 982</box>
novel-text-4: Τότε ἡ Ρέη ἐκάθησε καί ἤρχισε νά γράφῃ. — Ἐμπρός! ἐμπρός! ἐφώναξαν εἰς τόν ἠθοποιόν. Ὁ Ἀπόλλων ὅμως δέν ἤκουεν. Ἡ σκηνή ἐτελείωσε μέσα εἰς χειροκροτήματα. Κάτι σάν μία σκιά ἐπέρασε ἀπό τό μέτωπόν του. <box>1372 1948 1590 2031</box>
lottery-ticket-entry: 2406 Εὐτέρπη Θεοδωρίδου <box>268 1255 411 1268</box>
lottery-ticket-entry: 2396 Κων. Πετρόπης <box>268 318 380 331</box>
